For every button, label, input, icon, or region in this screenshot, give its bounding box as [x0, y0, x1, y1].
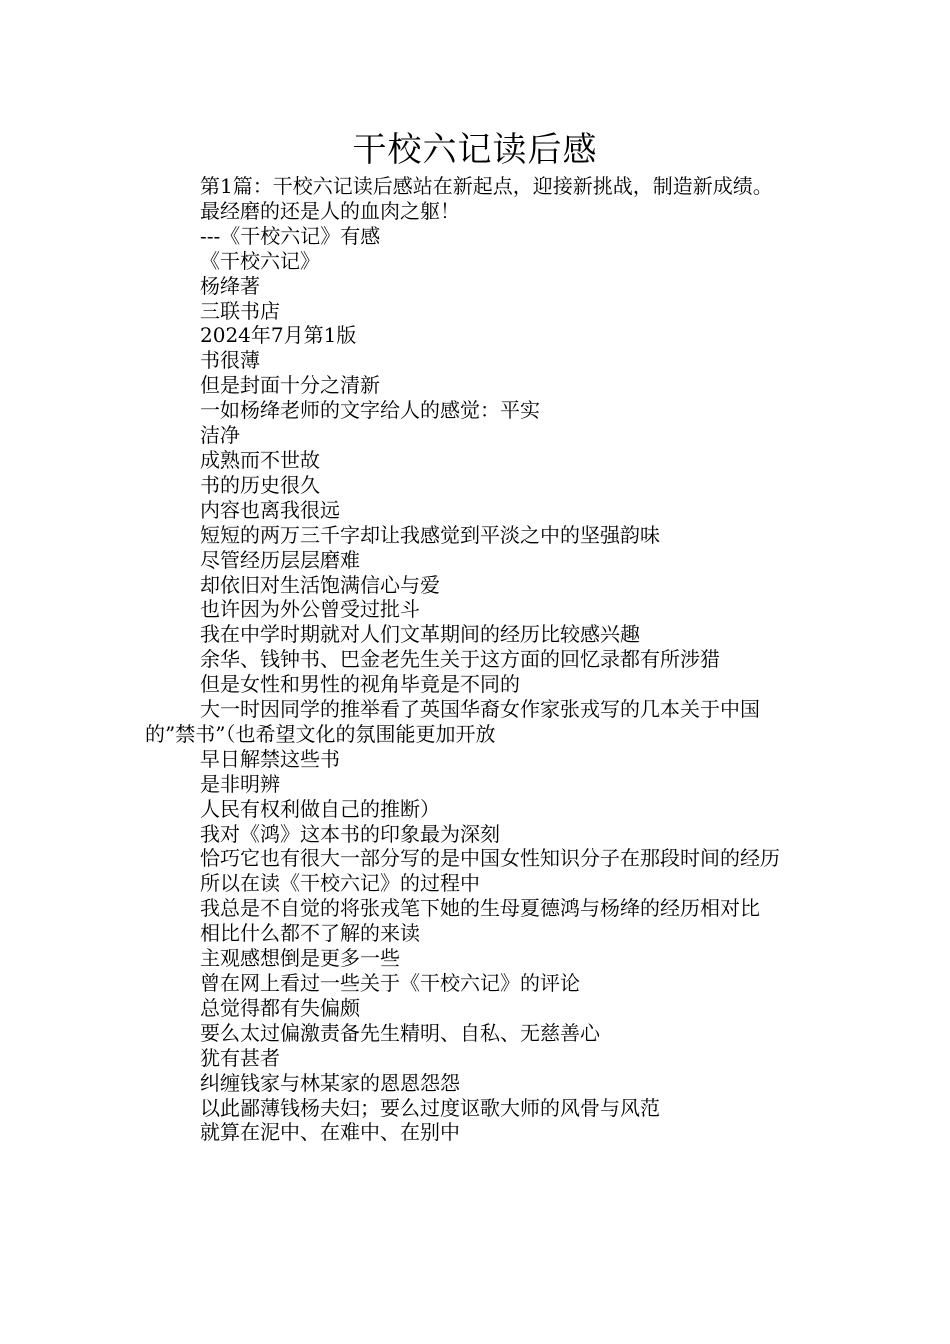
paragraph: 余华、钱钟书、巴金老先生关于这方面的回忆录都有所涉猎: [200, 647, 720, 672]
paragraph: 第1篇：干校六记读后感站在新起点，迎接新挑战，制造新成绩。: [200, 174, 773, 198]
document-body: [145, 174, 810, 1145]
paragraph: 是非明辨: [200, 771, 280, 796]
document-title: 干校六记读后感: [352, 130, 598, 170]
paragraph: 早日解禁这些书: [200, 746, 340, 771]
paragraph: 洁净: [200, 423, 240, 448]
paragraph: ---《干校六记》有感: [200, 223, 381, 248]
paragraph: 主观感想倒是更多一些: [200, 946, 400, 971]
paragraph: 要么太过偏激责备先生精明、自私、无慈善心: [200, 1020, 600, 1045]
paragraph: 书很薄: [200, 348, 260, 373]
paragraph: 以此鄙薄钱杨夫妇；要么过度讴歌大师的风骨与风范: [200, 1095, 660, 1120]
paragraph: 总觉得都有失偏颇: [200, 995, 360, 1020]
paragraph: 我总是不自觉的将张戎笔下她的生母夏德鸿与杨绛的经历相对比: [200, 896, 760, 921]
paragraph: 人民有权利做自己的推断）: [200, 796, 440, 821]
paragraph: 大一时因同学的推举看了英国华裔女作家张戎写的几本关于中国的”禁书”（也希望文化的氛围能更加开放: [145, 697, 760, 746]
paragraph: 最经磨的还是人的血肉之躯！: [200, 198, 460, 223]
paragraph: 2024年7月第1版: [200, 323, 357, 348]
paragraph: 纠缠钱家与林某家的恩恩怨怨: [200, 1070, 460, 1095]
paragraph: 但是封面十分之清新: [200, 373, 380, 398]
paragraph: 相比什么都不了解的来读: [200, 921, 420, 946]
paragraph: 短短的两万三千字却让我感觉到平淡之中的坚强韵味: [200, 522, 660, 547]
paragraph: 曾在网上看过一些关于《干校六记》的评论: [200, 971, 580, 995]
paragraph: 一如杨绛老师的文字给人的感觉：平实: [200, 398, 540, 423]
paragraph: 成熟而不世故: [200, 447, 320, 472]
paragraph: 恰巧它也有很大一部分写的是中国女性知识分子在那段时间的经历: [200, 846, 780, 871]
paragraph: 也许因为外公曾受过批斗: [200, 597, 420, 622]
paragraph: 杨绛著: [200, 273, 260, 298]
paragraph: 所以在读《干校六记》的过程中: [200, 871, 480, 896]
paragraph: 尽管经历层层磨难: [200, 547, 360, 572]
paragraph: 我对《鸿》这本书的印象最为深刻: [200, 821, 500, 846]
paragraph: 却依旧对生活饱满信心与爱: [200, 572, 440, 597]
paragraph: 就算在泥中、在难中、在别中: [200, 1120, 460, 1145]
paragraph: 三联书店: [200, 298, 280, 323]
paragraph: 内容也离我很远: [200, 497, 340, 522]
paragraph: 我在中学时期就对人们文革期间的经历比较感兴趣: [200, 622, 640, 647]
paragraph: 但是女性和男性的视角毕竟是不同的: [200, 672, 520, 697]
paragraph: 书的历史很久: [200, 472, 320, 497]
paragraph: 犹有甚者: [200, 1045, 280, 1070]
paragraph: 《干校六记》: [200, 248, 320, 273]
